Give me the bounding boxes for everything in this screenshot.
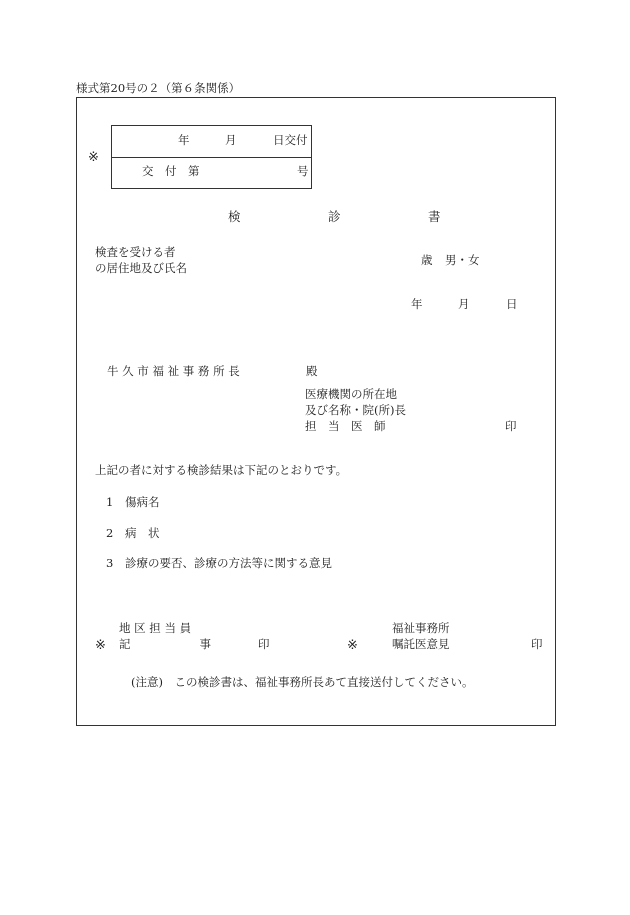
date-month: 月 [458, 297, 470, 311]
issue-year: 年 [178, 133, 190, 147]
district-officer-remarks: 記 事 [119, 637, 211, 651]
reference-mark: ※ [88, 150, 99, 165]
subject-label-line1: 検査を受ける者 [95, 245, 176, 259]
item-text-diagnosis: 傷病名 [125, 495, 160, 509]
commissioned-doctor-opinion: 嘱託医意見 [392, 637, 450, 651]
date-year: 年 [411, 297, 423, 311]
subject-age: 歳 [421, 253, 433, 267]
item-number: 3 [106, 556, 114, 570]
commissioned-doctor-seal: 印 [531, 637, 543, 651]
intro-text: 上記の者に対する検診結果は下記のとおりです。 [95, 463, 348, 477]
item-text-condition: 病 状 [125, 526, 160, 540]
footer-right-mark: ※ [347, 638, 358, 653]
issue-number-suffix: 号 [297, 164, 309, 178]
issue-number-label: 交 付 第 [142, 164, 200, 178]
issue-box-divider [112, 157, 311, 158]
subject-label-line2: の居住地及び氏名 [95, 261, 187, 275]
date-day: 日 [506, 297, 518, 311]
addressee-honorific: 殿 [306, 364, 318, 378]
form-id: 様式第20号の２（第６条関係） [76, 81, 241, 95]
addressee-name: 牛 久 市 福 祉 事 務 所 長 [107, 364, 240, 378]
institution-location: 医療機関の所在地 [305, 387, 397, 401]
issue-day: 日交付 [273, 133, 308, 147]
institution-name: 及び名称・院(所)長 [305, 403, 406, 417]
district-officer-title: 地 区 担 当 員 [119, 621, 192, 635]
welfare-office-title: 福祉事務所 [392, 621, 450, 635]
page-title: 検 診 書 [228, 209, 441, 224]
note-text: (注意) この検診書は、福祉事務所長あて直接送付してください。 [131, 675, 474, 689]
district-officer-seal: 印 [258, 637, 270, 651]
item-number: 1 [106, 495, 114, 509]
item-text-opinion: 診療の要否、診療の方法等に関する意見 [125, 556, 332, 570]
subject-sex: 男・女 [445, 253, 480, 267]
footer-left-mark: ※ [95, 638, 106, 653]
institution-doctor: 担 当 医 師 [305, 419, 386, 433]
doctor-seal: 印 [505, 419, 517, 433]
item-number: 2 [106, 526, 114, 540]
issue-month: 月 [225, 133, 237, 147]
